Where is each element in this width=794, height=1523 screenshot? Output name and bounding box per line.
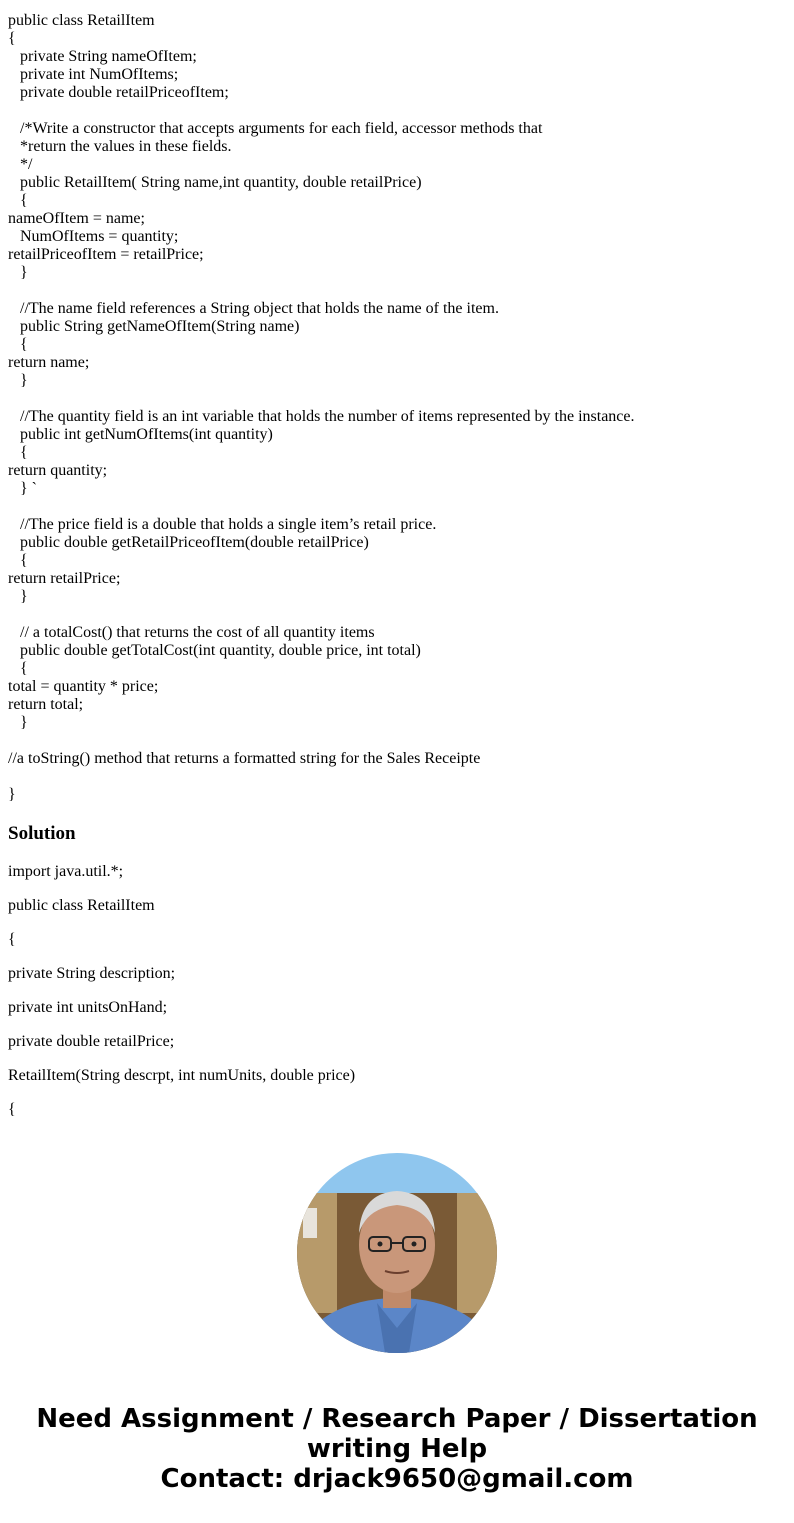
code-line: */ bbox=[8, 156, 33, 173]
code-line: private int NumOfItems; bbox=[8, 66, 179, 83]
solution-line: RetailItem(String descrpt, int numUnits, double price) bbox=[8, 1067, 356, 1084]
code-line: public String getNameOfItem(String name) bbox=[8, 318, 300, 335]
solution-code-block bbox=[8, 863, 788, 1135]
code-line: //a toString() method that returns a formatted string for the Sales Receipte bbox=[8, 750, 481, 767]
avatar-portrait-image bbox=[297, 1153, 497, 1353]
code-line bbox=[8, 102, 788, 120]
code-line: return total; bbox=[8, 696, 84, 713]
code-line: return quantity; bbox=[8, 462, 108, 479]
solution-line: private String description; bbox=[8, 965, 176, 982]
code-line: { bbox=[8, 336, 28, 353]
code-line: public class RetailItem bbox=[8, 12, 155, 29]
code-line: retailPriceofItem = retailPrice; bbox=[8, 246, 204, 263]
code-line: // a totalCost() that returns the cost of all quantity items bbox=[8, 624, 375, 641]
code-line: //The name field references a String object that holds the name of the item. bbox=[8, 300, 499, 317]
code-line: { bbox=[8, 30, 16, 47]
code-line bbox=[8, 390, 788, 408]
code-line bbox=[8, 498, 788, 516]
promo-line-1: Need Assignment / Research Paper / Dissertation bbox=[36, 1404, 758, 1434]
code-line bbox=[8, 606, 788, 624]
code-line: { bbox=[8, 660, 28, 677]
code-line: /*Write a constructor that accepts arguments for each field, accessor methods that bbox=[8, 120, 543, 137]
promo-line-2: writing Help bbox=[306, 1434, 488, 1464]
code-line: return name; bbox=[8, 354, 90, 371]
code-line: public double getTotalCost(int quantity, double price, int total) bbox=[8, 642, 421, 659]
code-line: } ` bbox=[8, 480, 38, 497]
code-line: public double getRetailPriceofItem(double retailPrice) bbox=[8, 534, 369, 551]
code-line: public int getNumOfItems(int quantity) bbox=[8, 426, 273, 443]
code-line: { bbox=[8, 444, 28, 461]
code-line: nameOfItem = name; bbox=[8, 210, 145, 227]
promo-line-3: Contact: drjack9650@gmail.com bbox=[160, 1464, 634, 1494]
code-line: //The price field is a double that holds a single item’s retail price. bbox=[8, 516, 437, 533]
code-line bbox=[8, 282, 788, 300]
code-line: } bbox=[8, 264, 28, 281]
question-code-block bbox=[8, 12, 788, 804]
code-line bbox=[8, 732, 788, 750]
solution-line: import java.util.*; bbox=[8, 863, 124, 880]
code-line: private double retailPriceofItem; bbox=[8, 84, 229, 101]
solution-line: private int unitsOnHand; bbox=[8, 999, 168, 1016]
author-avatar bbox=[297, 1153, 497, 1353]
code-line bbox=[8, 768, 788, 786]
solution-line: { bbox=[8, 931, 16, 948]
code-line: *return the values in these fields. bbox=[8, 138, 232, 155]
solution-line: public class RetailItem bbox=[8, 897, 155, 914]
code-line: } bbox=[8, 786, 16, 803]
code-line: total = quantity * price; bbox=[8, 678, 159, 695]
code-line: } bbox=[8, 714, 28, 731]
code-line: { bbox=[8, 552, 28, 569]
solution-line: private double retailPrice; bbox=[8, 1033, 175, 1050]
solution-heading: Solution bbox=[8, 823, 76, 844]
code-line: { bbox=[8, 192, 28, 209]
code-line: private String nameOfItem; bbox=[8, 48, 197, 65]
code-line: public RetailItem( String name,int quantity, double retailPrice) bbox=[8, 174, 422, 191]
code-line: //The quantity field is an int variable that holds the number of items represented by the instance. bbox=[8, 408, 635, 425]
code-line: } bbox=[8, 588, 28, 605]
code-line: return retailPrice; bbox=[8, 570, 121, 587]
code-line: } bbox=[8, 372, 28, 389]
code-line: NumOfItems = quantity; bbox=[8, 228, 179, 245]
promo-banner bbox=[0, 1404, 794, 1494]
solution-line: { bbox=[8, 1101, 16, 1118]
